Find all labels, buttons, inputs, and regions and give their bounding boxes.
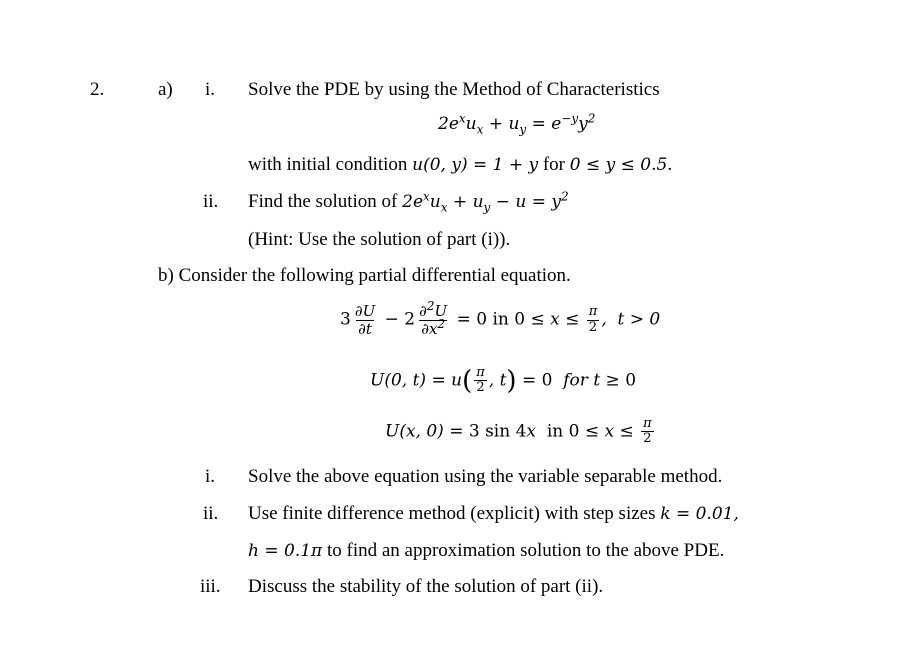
- part-b-ii-text1: Use finite difference method (explicit) with step sizes: [248, 503, 661, 524]
- part-a-label: a): [158, 79, 173, 100]
- hint-text: (Hint: Use the solution of part (i)).: [248, 229, 511, 250]
- part-b-intro-line: [158, 266, 571, 285]
- initial-condition-prefix: with initial condition: [248, 154, 413, 175]
- part-b-i-text: Solve the above equation using the variable separable method.: [248, 466, 723, 487]
- boundary-condition: U(0, t) = u( $\frac{\pi}{2}$ , t) = 0 for t ≥ 0: [370, 365, 637, 396]
- part-a-ii-text: Find the solution of: [248, 191, 403, 212]
- part-b-ii-line1: [248, 504, 739, 523]
- part-a-ii-text-line: [248, 189, 569, 215]
- pde-equation-a-ii: $2e^xu_x + u_y - u = y^2$: [402, 189, 569, 215]
- part-b-iii-text: Discuss the stability of the solution of part (ii).: [248, 576, 604, 597]
- part-b-label: b): [158, 265, 174, 286]
- part-b-i-label: i.: [205, 466, 216, 487]
- part-a-i-label: i.: [205, 79, 216, 100]
- part-b-intro: Consider the following partial differential equation.: [178, 265, 571, 286]
- part-b-iii-label: iii.: [200, 576, 221, 597]
- initial-condition-range: 0 ≤ y ≤ 0.5: [569, 155, 668, 175]
- part-a-ii-label: ii.: [203, 191, 219, 212]
- step-size-h: h = 0.1π: [248, 541, 323, 561]
- part-a-i-text: Solve the PDE by using the Method of Characteristics: [248, 79, 660, 100]
- step-size-k: k = 0.01,: [660, 504, 739, 524]
- question-number: 2.: [90, 79, 105, 100]
- initial-condition-math: u(0, y) = 1 + y: [412, 155, 539, 175]
- part-b-ii-line2: [248, 541, 724, 560]
- pde-equation-a: $2e^xu_x + u_y = e^{-y}y^2$: [438, 111, 596, 137]
- initial-condition-b: U(x, 0) = 3 sin 4x in 0 ≤ x ≤ $\frac{\pi}{2}$: [385, 416, 652, 447]
- pde-equation-b: 3 $\frac{\partial U}{\partial t}$ − 2 $\frac{\partial^2U}{\partial x^2}$ = 0 in 0 ≤ x ≤ $\frac{\pi}{2}$ , t > 0: [340, 299, 661, 338]
- part-b-ii-label: ii.: [203, 503, 219, 524]
- part-b-ii-text2: to find an approximation solution to the above PDE.: [322, 540, 725, 561]
- initial-condition-line: with initial condition u(0, y) = 1 + y for 0 ≤ y ≤ 0.5.: [248, 154, 673, 175]
